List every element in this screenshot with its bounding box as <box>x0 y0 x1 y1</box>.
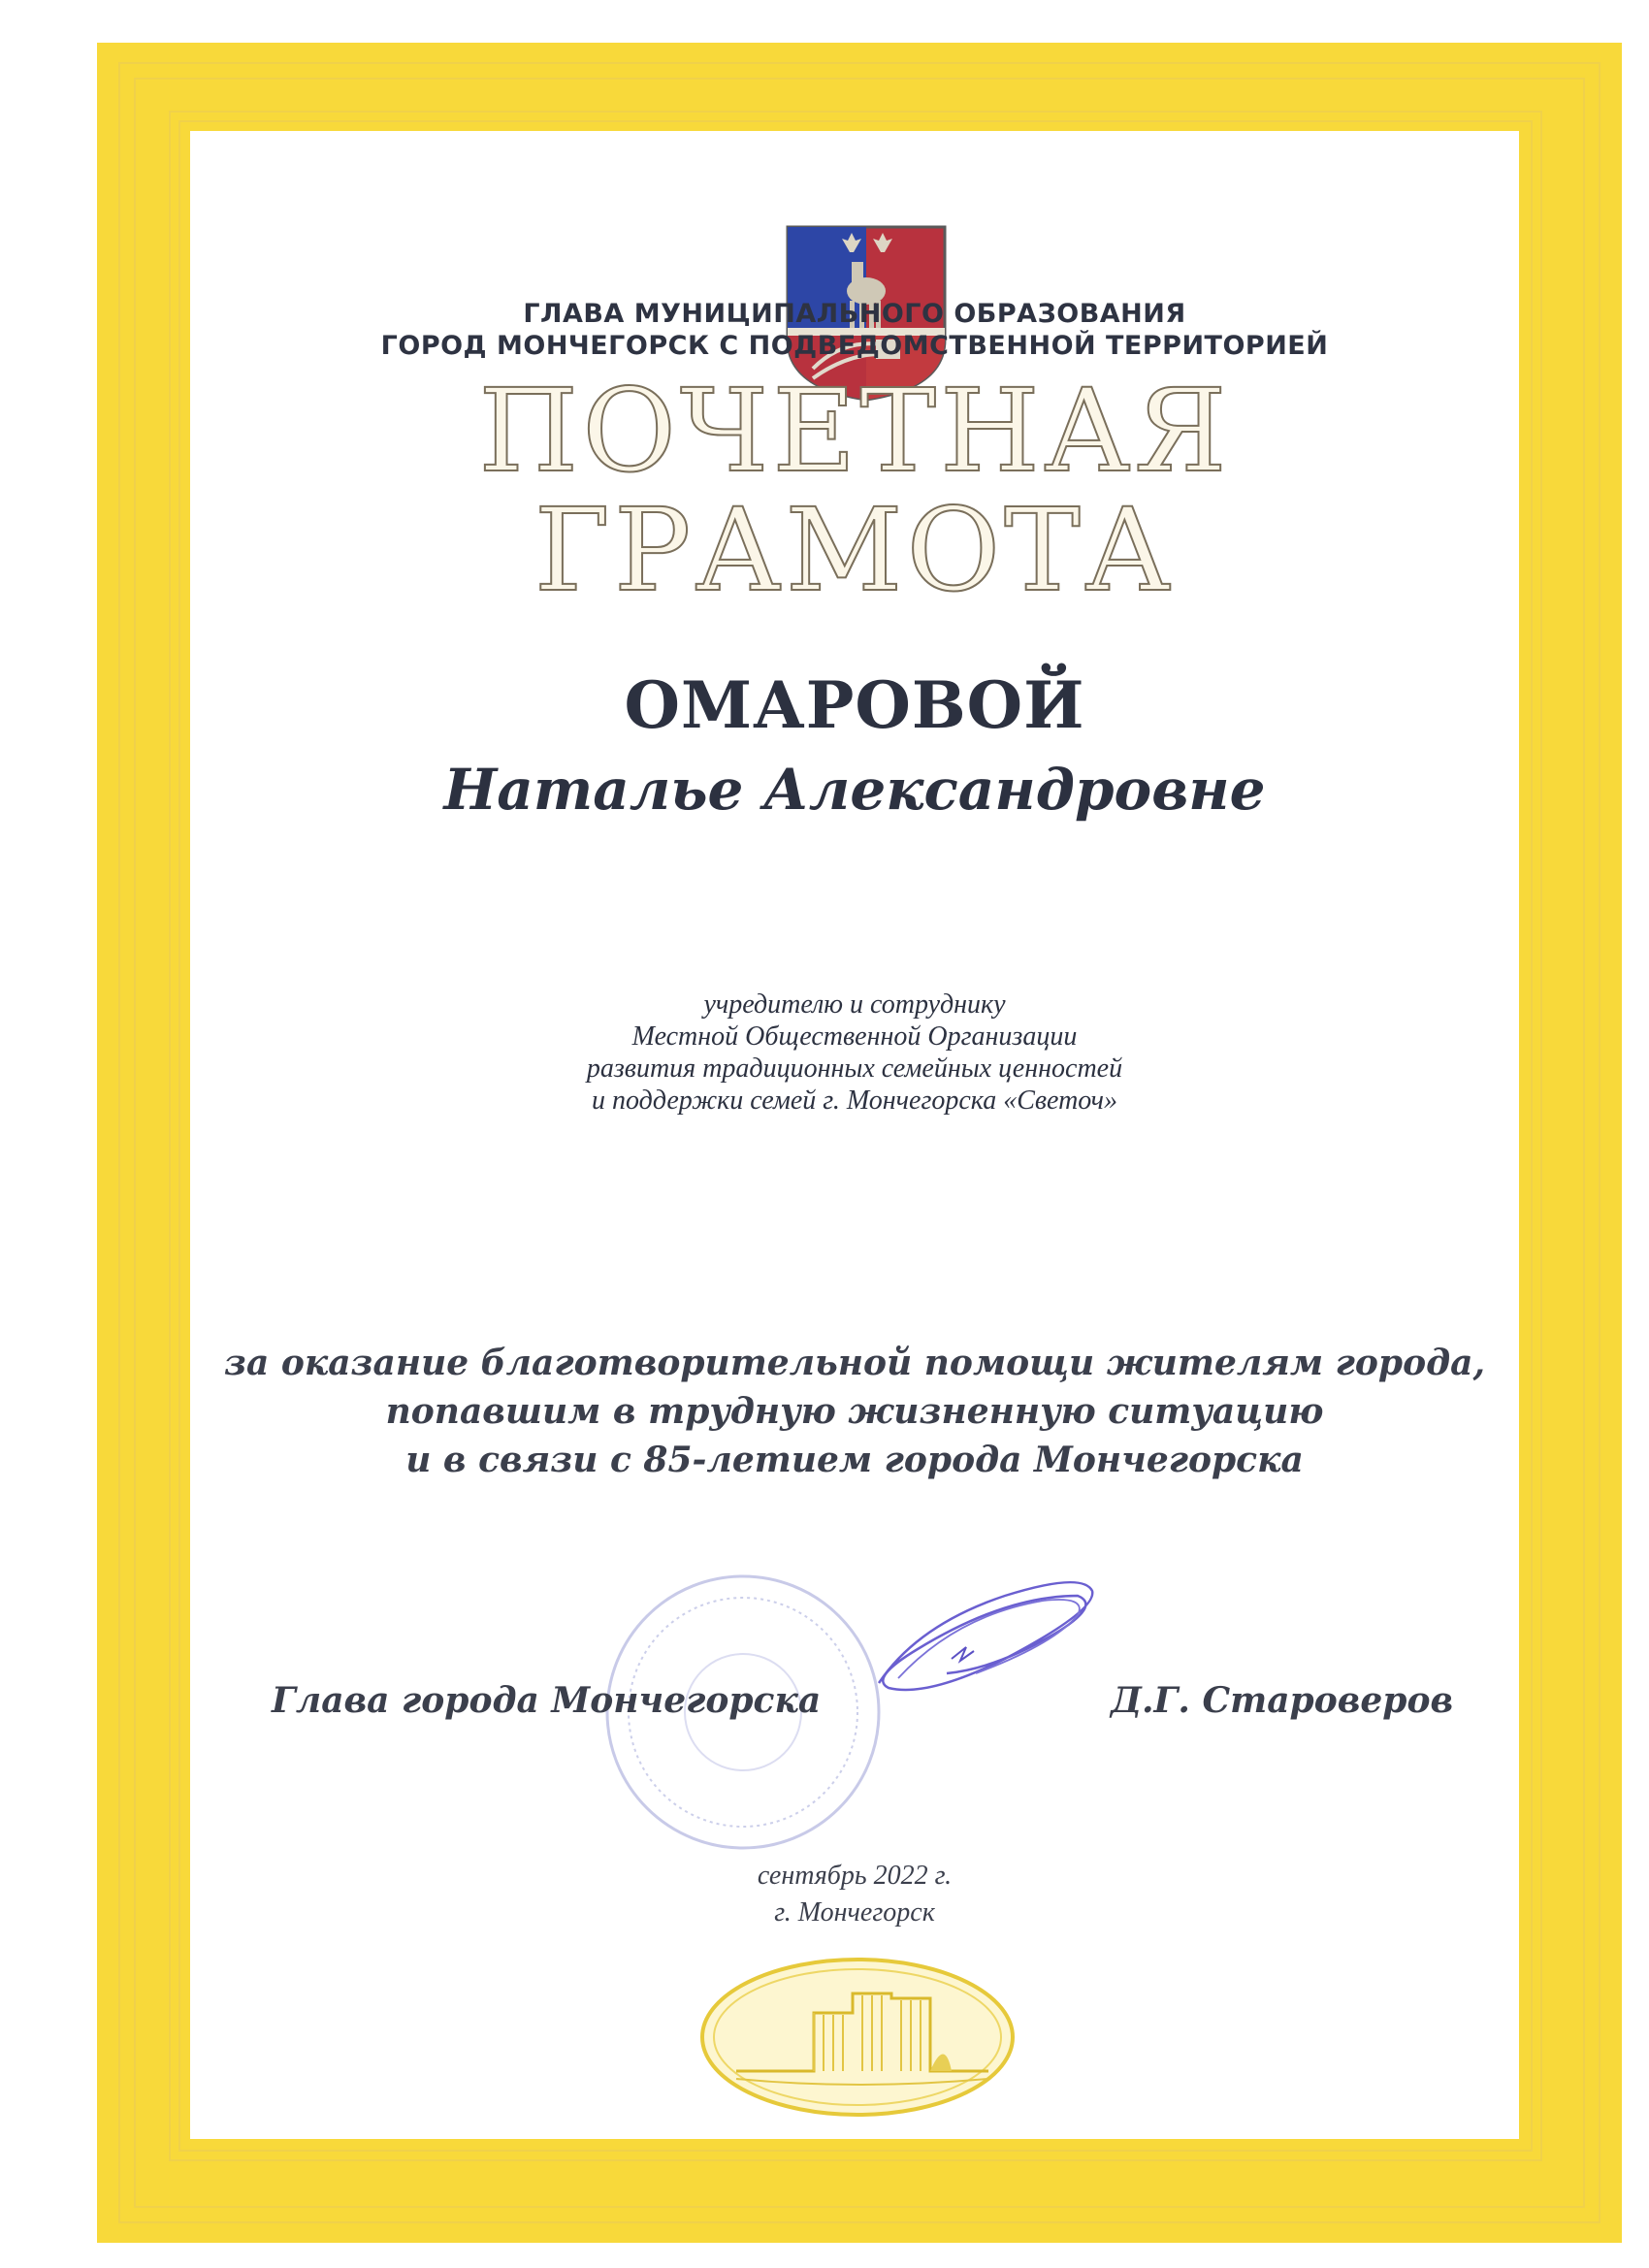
issue-date: сентябрь 2022 г. <box>757 1861 953 1891</box>
reason-line: попавшим в трудную жизненную ситуацию <box>385 1391 1324 1432</box>
issuer-line-1: ГЛАВА МУНИЦИПАЛЬНОГО ОБРАЗОВАНИЯ <box>523 299 1186 329</box>
role-line: Местной Общественной Организации <box>631 1021 1078 1052</box>
recipient-surname: ОМАРОВОЙ <box>624 667 1085 743</box>
reason-line: и в связи с 85-летием города Мончегорска <box>405 1440 1304 1480</box>
issuer-line-2: ГОРОД МОНЧЕГОРСК С ПОДВЕДОМСТВЕННОЙ ТЕРРИТОРИЕЙ <box>380 331 1329 361</box>
certificate-title-line-1: ПОЧЕТНАЯ <box>478 364 1231 498</box>
handwritten-signature-icon <box>859 1567 1112 1712</box>
certificate-title-line-2: ГРАМОТА <box>534 483 1176 617</box>
role-line: и поддержки семей г. Мончегорска «Светоч» <box>592 1085 1117 1116</box>
recipient-role <box>190 988 1519 1117</box>
signatory-title: Глава города Мончегорска <box>272 1680 822 1721</box>
role-line: развития традиционных семейных ценностей <box>586 1053 1123 1084</box>
role-line: учредителю и сотруднику <box>703 989 1006 1020</box>
certificate-content <box>190 131 1519 2139</box>
recipient-given-name: Наталье Александровне <box>443 757 1266 823</box>
signatory-name: Д.Г. Староверов <box>1111 1680 1454 1721</box>
reason-line: за оказание благотворительной помощи жителям города, <box>223 1343 1485 1383</box>
award-reason <box>190 1339 1519 1484</box>
issue-date-place <box>190 1858 1519 1931</box>
issue-place: г. Мончегорск <box>774 1897 935 1928</box>
city-building-emblem-icon <box>697 1955 1018 2120</box>
